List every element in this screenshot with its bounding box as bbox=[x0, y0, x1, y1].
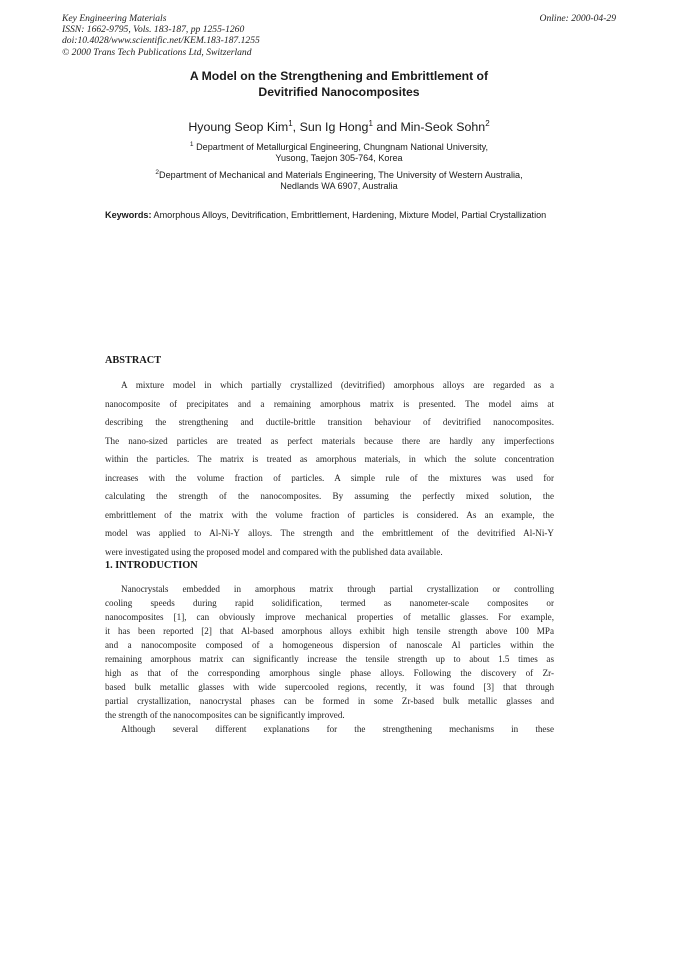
text-line: describing the strengthening and ductile-brittle transition behaviour of devitrified nanocomposites. bbox=[105, 417, 554, 427]
affiliation-marker: 2 bbox=[485, 119, 490, 128]
online-date: Online: 2000-04-29 bbox=[539, 13, 616, 24]
affiliation-text: Department of Metallurgical Engineering, Chungnam National University, bbox=[196, 142, 489, 152]
text-line: The nano-sized particles are treated as perfect materials because there are hardly any imperfections bbox=[105, 435, 554, 446]
affiliation-1 bbox=[0, 139, 678, 164]
copyright-line: © 2000 Trans Tech Publications Ltd, Switzerland bbox=[62, 46, 252, 58]
author-name: Hyoung Seop Kim bbox=[188, 120, 289, 134]
affiliation-marker: 2 bbox=[155, 169, 160, 176]
text-line: the strength of the nanocomposites can be significantly improved. bbox=[105, 710, 345, 720]
journal-header bbox=[62, 13, 260, 58]
text-line: cooling speeds during rapid solidification, termed as nanometer-scale composites or bbox=[105, 598, 554, 608]
text-line: Although several different explanations for the strengthening mechanisms in these bbox=[121, 724, 554, 734]
author-name: Sun Ig Hong bbox=[299, 120, 369, 134]
text-line: model was applied to Al-Ni-Y alloys. The strength and the embrittlement of the devitrified Al-Ni-Y bbox=[105, 528, 554, 538]
text-line: were investigated using the proposed model and compared with the published data available. bbox=[105, 546, 443, 557]
introduction-heading: 1. INTRODUCTION bbox=[105, 560, 198, 571]
affiliation-marker: 1 bbox=[368, 119, 373, 128]
text-line: nanocomposite of precipitates and a remaining amorphous matrix is presented. The model aims at bbox=[105, 398, 554, 409]
text-line: partial crystallization, nanocrystal phases can be formed in some Zr-based bulk metallic glasses and bbox=[105, 696, 554, 706]
text-line: and a nanocomposite composed of a homogeneous dispersion of nanoscale Al particles within the bbox=[105, 640, 554, 650]
abstract-heading: ABSTRACT bbox=[105, 355, 162, 366]
text-line: based bulk metallic glasses with wide supercooled regions, recently, it was found [3] that through bbox=[105, 682, 554, 692]
doi-link[interactable]: doi:10.4028/www.scientific.net/KEM.183-187.1255 bbox=[62, 35, 260, 47]
text-line: increases with the volume fraction of particles. A simple rule of the mixtures was used for bbox=[105, 472, 554, 483]
text-line: calculating the strength of the nanocomposites. By assuming the perfectly mixed solution, the bbox=[105, 491, 554, 501]
affiliation-marker: 1 bbox=[189, 141, 194, 148]
affiliation-2 bbox=[0, 167, 678, 192]
keywords-block bbox=[105, 210, 575, 221]
text-line: Nanocrystals embedded in amorphous matrix through partial crystallization or controlling bbox=[121, 584, 554, 594]
text-line: A mixture model in which partially crystallized (devitrified) amorphous alloys are regarded as a bbox=[121, 380, 554, 390]
affiliation-address: Nedlands WA 6907, Australia bbox=[280, 181, 398, 192]
affiliation-text: Department of Mechanical and Materials Engineering, The University of Western Australia, bbox=[159, 170, 523, 180]
keywords-text: Amorphous Alloys, Devitrification, Embrittlement, Hardening, Mixture Model, Partial Crystallization bbox=[151, 210, 547, 220]
text-line: it has been reported [2] that Al-based amorphous alloys exhibit high tensile strength above 100 MPa bbox=[105, 626, 554, 636]
text-line: within the particles. The matrix is treated as amorphous materials, in which the solute concentration bbox=[105, 454, 554, 464]
author-separator: and bbox=[372, 120, 401, 134]
text-line: embrittlement of the matrix with the volume fraction of particles is considered. As an example, the bbox=[105, 509, 554, 520]
introduction-body bbox=[105, 582, 554, 736]
paper-title bbox=[0, 69, 678, 100]
author-list bbox=[0, 116, 678, 135]
author-name: Min-Seok Sohn bbox=[400, 120, 486, 134]
title-line-1: A Model on the Strengthening and Embrittlement of bbox=[189, 69, 489, 83]
issn-line: ISSN: 1662-9795, Vols. 183-187, pp 1255-1260 bbox=[62, 24, 245, 36]
text-line: remaining amorphous matrix can significantly increase the tensile strength up to about 1.5 times as bbox=[105, 654, 554, 664]
journal-name: Key Engineering Materials bbox=[62, 13, 167, 24]
author-separator: , bbox=[292, 120, 300, 134]
affiliation-marker: 1 bbox=[288, 119, 293, 128]
text-line: nanocomposites [1], can obviously improve mechanical properties of metallic glasses. For example, bbox=[105, 612, 554, 622]
title-line-2: Devitrified Nanocomposites bbox=[258, 84, 420, 99]
affiliation-address: Yusong, Taejon 305-764, Korea bbox=[275, 153, 403, 164]
text-line: high as that of the corresponding amorphous single phase alloys. Following the discovery of Zr- bbox=[105, 668, 554, 678]
abstract-body bbox=[105, 376, 554, 561]
keywords-label: Keywords: bbox=[105, 210, 152, 220]
